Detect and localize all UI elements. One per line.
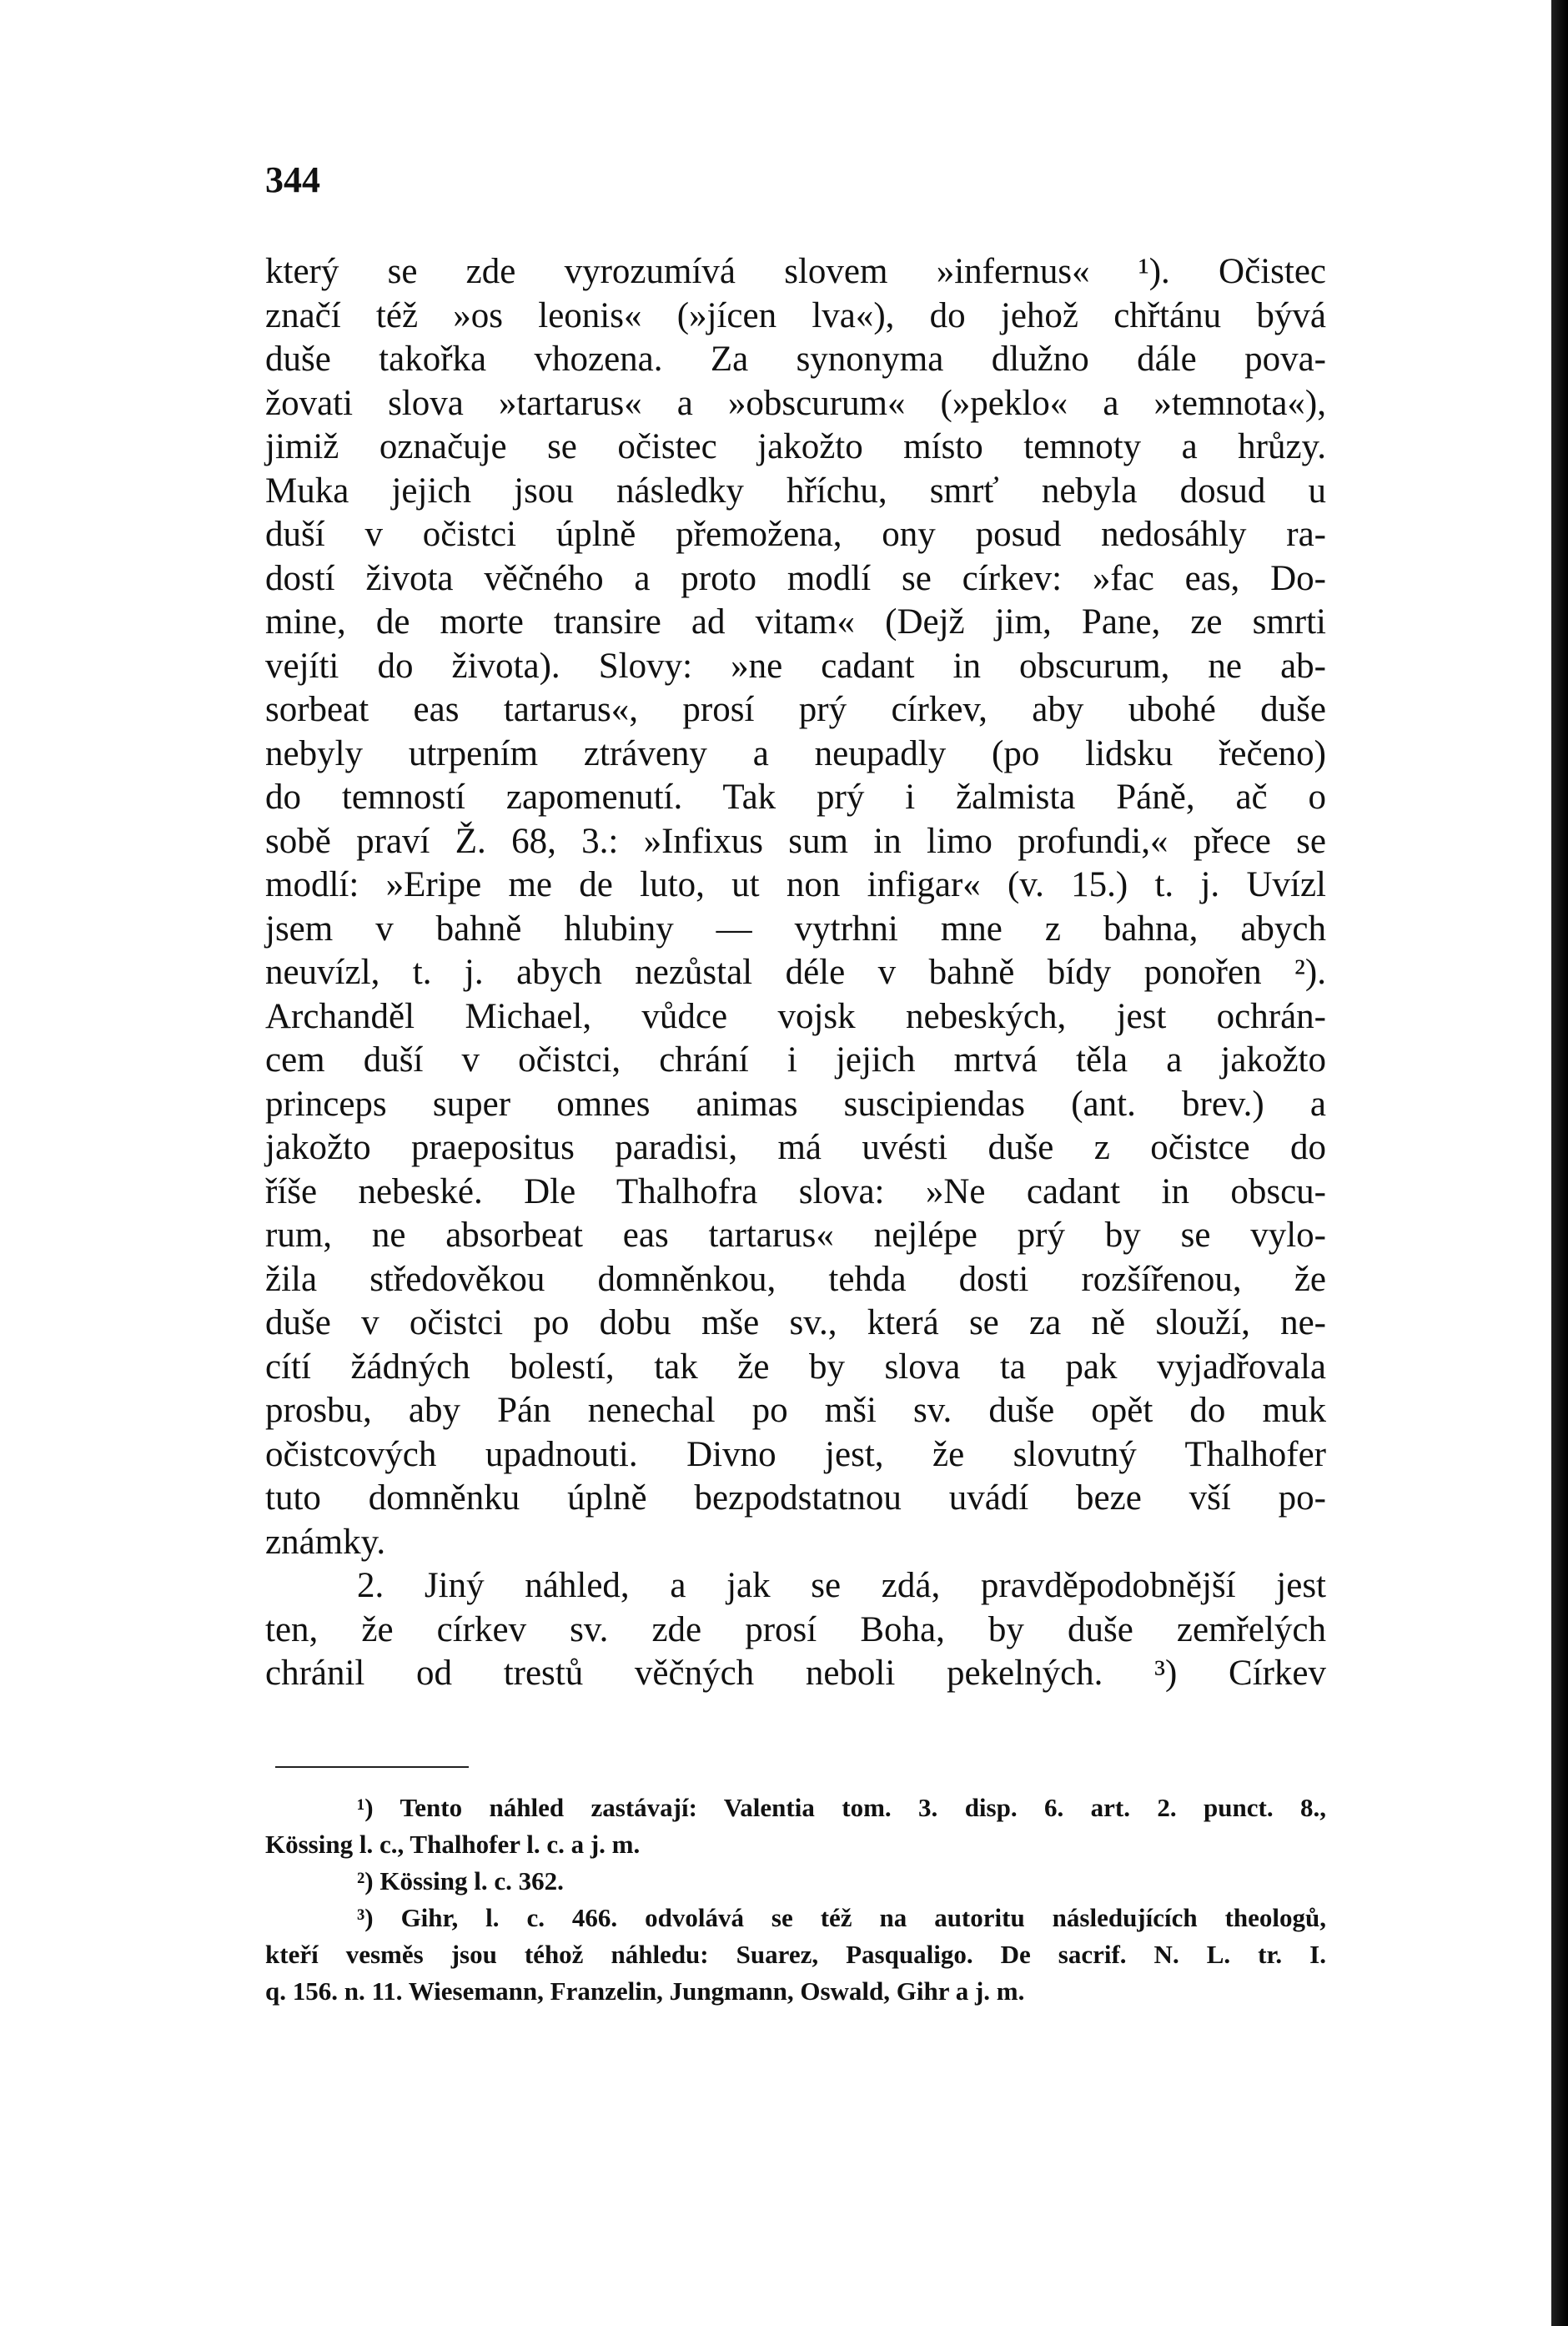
text-line: říše nebeské. Dle Thalhofra slova: »Ne cadant in obscu- (265, 1171, 1326, 1211)
text-line: známky. (265, 1522, 386, 1562)
text-line: Muka jejich jsou následky hříchu, smrť nebyla dosud u (265, 471, 1326, 511)
text-line: modlí: »Eripe me de luto, ut non infigar« (v. 15.) t. j. Uvízl (265, 865, 1326, 904)
text-line: cítí žádných bolestí, tak že by slova ta pak vyjadřovala (265, 1347, 1326, 1387)
footnote-line: q. 156. n. 11. Wiesemann, Franzelin, Jungmann, Oswald, Gihr a j. m. (265, 1976, 1025, 2006)
text-line: sobě praví Ž. 68, 3.: »Infixus sum in limo profundi,« přece se (265, 821, 1326, 861)
text-line: mine, de morte transire ad vitam« (Dejž jim, Pane, ze smrti (265, 602, 1326, 642)
text-line: jakožto praepositus paradisi, má uvésti duše z očistce do (265, 1128, 1326, 1167)
footnote-divider (275, 1766, 469, 1768)
text-line: který se zde vyrozumívá slovem »infernus« ¹). Očistec (265, 252, 1326, 291)
text-line: jimiž označuje se očistec jakožto místo temnoty a hrůzy. (265, 427, 1326, 466)
text-line: žovati slova »tartarus« a »obscurum« (»peklo« a »temnota«), (265, 383, 1326, 423)
text-line: Archanděl Michael, vůdce vojsk nebeských, jest ochrán- (265, 996, 1326, 1036)
text-line: rum, ne absorbeat eas tartarus« nejlépe prý by se vylo- (265, 1216, 1326, 1255)
page-number: 344 (265, 159, 320, 200)
text-line: do temností zapomenutí. Tak prý i žalmista Páně, ač o (265, 778, 1326, 817)
page-edge-shadow (1546, 0, 1568, 2326)
footnotes (265, 1790, 1326, 2010)
text-line: duše takořka vhozena. Za synonyma dlužno dále pova- (265, 340, 1326, 379)
paragraph-2-line: ten, že církev sv. zde prosí Boha, by duše zemřelých (265, 1609, 1326, 1649)
paragraph-2-line: chránil od trestů věčných neboli pekelných. ³) Církev (265, 1654, 1326, 1693)
text-line: dostí života věčného a proto modlí se církev: »fac eas, Do- (265, 558, 1326, 598)
text-line: vejíti do života). Slovy: »ne cadant in obscurum, ne ab- (265, 646, 1326, 686)
main-text (265, 250, 1326, 1696)
text-line: očistcových upadnouti. Divno jest, že slovutný Thalhofer (265, 1434, 1326, 1474)
footnote-line: kteří vesměs jsou téhož náhledu: Suarez, Pasqualigo. De sacrif. N. L. tr. I. (265, 1940, 1326, 1969)
text-line: neuvízl, t. j. abych nezůstal déle v bahně bídy ponořen ²). (265, 953, 1326, 992)
text-line: nebyly utrpením ztráveny a neupadly (po lidsku řečeno) (265, 733, 1326, 773)
text-line: značí též »os leonis« (»jícen lva«), do jehož chřtánu bývá (265, 295, 1326, 335)
text-line: tuto domněnku úplně bezpodstatnou uvádí beze vší po- (265, 1478, 1326, 1518)
text-line: duší v očistci úplně přemožena, ony posud nedosáhly ra- (265, 515, 1326, 554)
footnote-line: ¹) Tento náhled zastávají: Valentia tom. 3. disp. 6. art. 2. punct. 8., (357, 1793, 1326, 1822)
text-line: princeps super omnes animas suscipiendas (ant. brev.) a (265, 1084, 1326, 1124)
text-line: duše v očistci po dobu mše sv., která se za ně slouží, ne- (265, 1303, 1326, 1342)
footnote-line: Kössing l. c., Thalhofer l. c. a j. m. (265, 1830, 641, 1859)
text-line: žila středověkou domněnkou, tehda dosti rozšířenou, že (265, 1259, 1326, 1299)
text-line: sorbeat eas tartarus«, prosí prý církev, aby ubohé duše (265, 690, 1326, 729)
footnote-line: ³) Gihr, l. c. 466. odvolává se též na autoritu následujících theologů, (357, 1903, 1326, 1932)
paragraph-2-line: 2. Jiný náhled, a jak se zdá, pravděpodobnější jest (357, 1566, 1326, 1605)
text-line: cem duší v očistci, chrání i jejich mrtvá těla a jakožto (265, 1040, 1326, 1080)
text-line: prosbu, aby Pán nenechal po mši sv. duše opět do muk (265, 1391, 1326, 1430)
text-line: jsem v bahně hlubiny — vytrhni mne z bahna, abych (265, 909, 1326, 949)
footnote-line: ²) Kössing l. c. 362. (357, 1866, 564, 1896)
